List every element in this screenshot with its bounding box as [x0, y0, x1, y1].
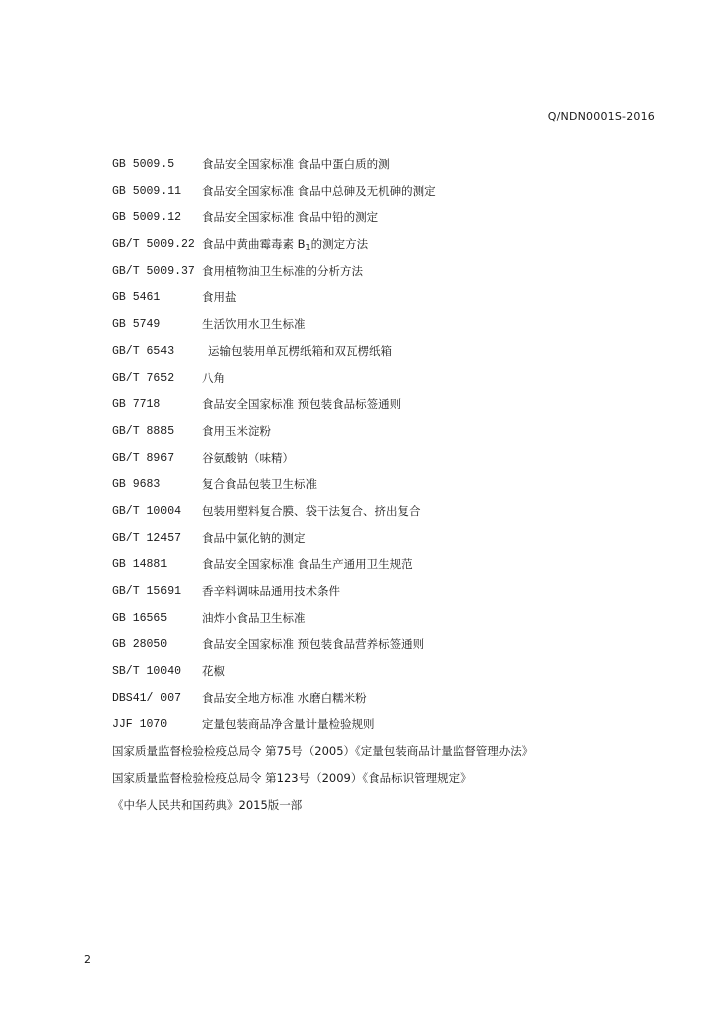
- regulation-text: 国家质量监督检验检疫总局令 第75号（2005）《定量包装商品计量监督管理办法》: [112, 744, 534, 759]
- reference-code: SB/T 10040: [112, 665, 182, 679]
- regulation-text: 《中华人民共和国药典》2015版一部: [112, 797, 303, 812]
- regulation-row: [112, 797, 672, 824]
- reference-code: GB 16565: [112, 611, 168, 625]
- page-number: 2: [84, 953, 91, 966]
- reference-row: [112, 289, 672, 316]
- reference-code: GB/T 15691: [112, 585, 182, 598]
- reference-title: 食用盐: [202, 290, 237, 305]
- reference-code: GB 5009.5: [112, 158, 175, 171]
- reference-row: [112, 583, 672, 610]
- reference-title: 油炸小食品卫生标准: [202, 610, 306, 625]
- reference-code: GB 14881: [112, 558, 168, 572]
- reference-row: [112, 236, 672, 263]
- reference-row: [112, 476, 672, 503]
- reference-row: [112, 423, 672, 450]
- reference-row: [112, 450, 672, 477]
- reference-row: [112, 316, 672, 343]
- reference-title: 食品安全地方标准 水磨白糯米粉: [202, 690, 367, 705]
- reference-title: 定量包装商品净含量计量检验规则: [202, 717, 375, 732]
- reference-row: [112, 263, 672, 290]
- reference-title: 八角: [202, 370, 225, 385]
- reference-code: JJF 1070: [112, 718, 168, 732]
- reference-code: GB 5461: [112, 291, 161, 305]
- reference-title: 包装用塑料复合膜、袋干法复合、挤出复合: [202, 503, 421, 518]
- document-id: Q/NDN0001S-2016: [547, 110, 655, 123]
- regulation-text: 国家质量监督检验检疫总局令 第123号（2009）《食品标识管理规定》: [112, 770, 472, 785]
- reference-row: [112, 370, 672, 397]
- reference-title: 生活饮用水卫生标准: [202, 317, 306, 332]
- reference-title: 食品中氯化钠的测定: [202, 530, 306, 545]
- reference-code: GB 28050: [112, 638, 168, 652]
- reference-title: 食品安全国家标准 预包装食品标签通则: [202, 397, 402, 412]
- reference-title: 花椒: [202, 664, 225, 679]
- reference-row: [112, 556, 672, 583]
- reference-row: [112, 663, 672, 690]
- reference-title: 谷氨酸钠（味精）: [202, 450, 294, 465]
- reference-title: 复合食品包装卫生标准: [202, 477, 317, 492]
- reference-title: 食用植物油卫生标准的分析方法: [202, 263, 363, 278]
- reference-row: [112, 716, 672, 743]
- regulation-row: [112, 770, 672, 797]
- reference-row: [112, 156, 672, 183]
- reference-row: [112, 396, 672, 423]
- reference-title: 食用玉米淀粉: [202, 423, 271, 438]
- reference-title: 香辛料调味品通用技术条件: [202, 584, 340, 598]
- regulation-row: [112, 743, 672, 770]
- reference-title: 食品安全国家标准 食品中铅的测定: [202, 210, 379, 225]
- reference-code: GB 7718: [112, 398, 161, 412]
- reference-row: [112, 530, 672, 557]
- reference-code: GB/T 6543: [112, 344, 175, 358]
- reference-code: GB 9683: [112, 478, 161, 492]
- reference-title: 食品安全国家标准 食品生产通用卫生规范: [202, 557, 413, 572]
- reference-title-suffix: 的测定方法: [310, 237, 369, 252]
- reference-row: [112, 610, 672, 637]
- reference-title: 运输包装用单瓦楞纸箱和双瓦楞纸箱: [208, 343, 392, 358]
- reference-row: [112, 690, 672, 717]
- reference-code: GB 5749: [112, 318, 161, 332]
- normative-references: [112, 156, 672, 823]
- reference-code: DBS41/ 007: [112, 691, 182, 705]
- reference-row: [112, 209, 672, 236]
- reference-title: 食品安全国家标准 预包装食品营养标签通则: [202, 637, 425, 652]
- reference-title: [202, 236, 368, 256]
- reference-code: GB/T 5009.22: [112, 238, 195, 252]
- reference-code: GB/T 5009.37: [112, 264, 195, 278]
- reference-code: GB/T 10004: [112, 504, 182, 518]
- reference-code: GB/T 8885: [112, 424, 175, 438]
- reference-code: GB/T 8967: [112, 451, 175, 465]
- reference-code: GB 5009.11: [112, 184, 182, 198]
- reference-code: GB/T 7652: [112, 371, 175, 385]
- reference-row: [112, 183, 672, 210]
- reference-title-subscript: 1: [305, 243, 311, 253]
- reference-code: GB/T 12457: [112, 531, 182, 545]
- reference-row: [112, 636, 672, 663]
- reference-title: 食品安全国家标准 食品中蛋白质的测: [202, 157, 390, 171]
- reference-title-prefix: 食品中黄曲霉毒素 B: [202, 237, 306, 252]
- reference-row: [112, 503, 672, 530]
- reference-title: 食品安全国家标准 食品中总砷及无机砷的测定: [202, 183, 436, 198]
- reference-row: [112, 343, 672, 370]
- reference-code: GB 5009.12: [112, 211, 182, 225]
